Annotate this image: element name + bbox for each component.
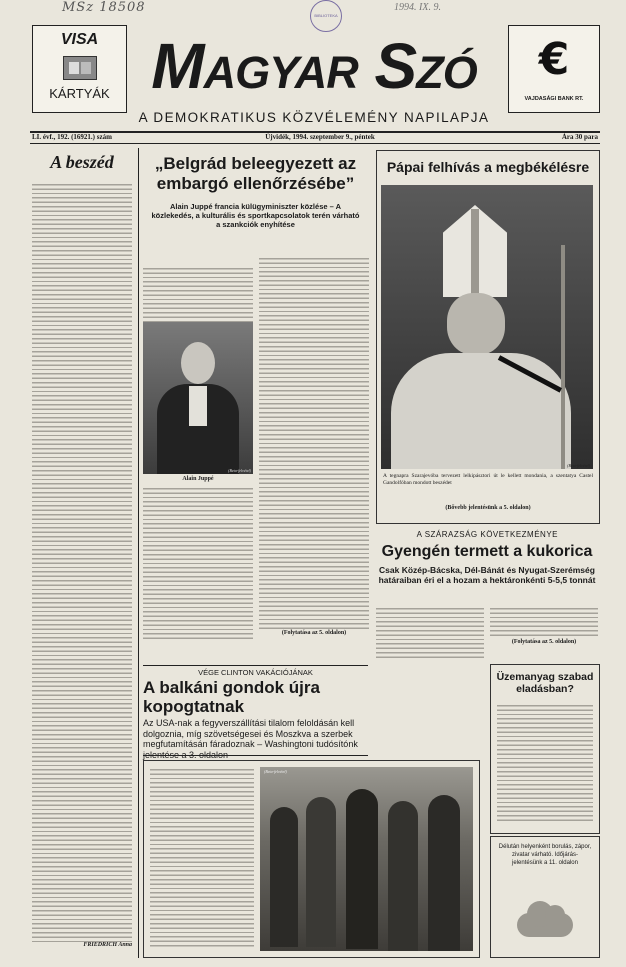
pope-caption: A tegnapra Szarajevóba tervezett lelkipásztori út le kellett mondania, a szentatya Castel Gandolfóban mondott beszédet — [383, 473, 593, 486]
editorial-title: A beszéd — [50, 152, 114, 172]
plant-story — [490, 664, 600, 834]
pope-photo — [381, 185, 593, 469]
balkan-rule — [143, 665, 368, 666]
balkan-subtitle-ref: – Washingtoni tudósítónk — [257, 739, 358, 749]
corn-text-col2 — [490, 608, 598, 636]
lead-text-col2 — [259, 258, 369, 630]
balkan-headline: A balkáni gondok újra kopogtatnak — [143, 678, 320, 716]
bank-logo-icon: € — [538, 34, 570, 85]
lead-continued: (Folytatása az 5. oldalon) — [281, 630, 347, 636]
plant-text — [497, 705, 593, 823]
editorial-text — [32, 184, 132, 942]
visa-ad — [32, 25, 127, 113]
corn-continued: (Folytatása az 5. oldalon) — [511, 639, 577, 645]
pope-story — [376, 150, 600, 524]
bank-ad — [508, 25, 600, 113]
lead-headline: „Belgrád beleegyezett az embargó ellenőrzésébe” — [154, 154, 357, 193]
delegation-photo-credit: (Beta-felvétel) — [264, 769, 287, 774]
bank-name: VAJDASÁGI BANK RT. — [524, 96, 584, 102]
corn-story — [376, 530, 598, 660]
visa-brand: VISA — [60, 31, 99, 48]
card-icon — [63, 56, 97, 80]
washington-story — [143, 760, 480, 958]
corn-kicker: A SZÁRAZSÁG KÖVETKEZMÉNYE — [416, 530, 558, 539]
lead-story — [143, 150, 368, 660]
lead-text-col1-bottom — [143, 488, 253, 640]
plant-headline: Üzemanyag szabad eladásban? — [496, 671, 594, 695]
handwritten-date-note: 1994. IX. 9. — [394, 2, 441, 13]
pope-vestment — [391, 353, 571, 469]
visa-ad-text: KÁRTYÁK — [49, 86, 110, 101]
crosier — [561, 245, 565, 469]
cloud-icon — [507, 895, 583, 945]
juppe-photo-credit: (Beta-felvétel) — [228, 468, 251, 473]
pope-continued: (Bővebb jelentésünk a 5. oldalon) — [445, 505, 531, 511]
balkan-bottom-rule — [143, 755, 368, 756]
column-divider-1 — [138, 148, 139, 958]
weather-text: Délután helyenként borulás, zápor, zivatar várható. Időjárás-jelentésünk a 11. oldalon — [498, 844, 592, 866]
juppe-head — [181, 342, 215, 384]
editorial-column — [32, 148, 132, 956]
pope-headline: Pápai felhívás a megbékélésre — [386, 159, 590, 175]
pope-face — [447, 293, 505, 355]
balkan-subtitle — [143, 718, 368, 760]
pope-photo-credit: (Beta-felvétel) — [567, 463, 590, 468]
clinton-kicker: VÉGE CLINTON VAKÁCIÓJÁNAK — [198, 668, 313, 677]
handwritten-archive-number: MSz 18508 — [62, 0, 146, 15]
corn-text-col1 — [376, 608, 484, 660]
price: Ára 30 para — [561, 133, 598, 141]
dateline-rule-bottom — [30, 143, 600, 144]
mitre-band — [471, 209, 479, 297]
issue-number: LI. évf., 192. (16921.) szám — [32, 133, 112, 141]
juppe-caption: Alain Juppé — [182, 476, 214, 482]
juppe-shirt — [189, 386, 207, 426]
corn-headline: Gyengén termett a kukorica — [381, 543, 593, 560]
lead-subtitle: Alain Juppé francia külügyminiszter közlése – A közlekedés, a kulturális és sportkapcsolatok terén várható a szankciók enyhítése — [151, 202, 360, 229]
masthead-subtitle: A DEMOKRATIKUS KÖZVÉLEMÉNY NAPILAPJA — [138, 110, 490, 125]
library-stamp: BIBLIOTEKA — [310, 0, 342, 32]
editorial-signature: FRIEDRICH Anna — [83, 942, 132, 948]
corn-subtitle: Csak Közép-Bácska, Dél-Bánát és Nyugat-Szerémség határaiban éri el a hozam a hektáronkénti 5-5,5 tonnát — [378, 565, 596, 585]
balkan-subtitle-main: Az USA-nak a fegyverszállítási tilalom feloldásán kell dolgoznia, míg szövetségesei és Moszkva a szerbek megfutamításán fáradoznak — [143, 718, 355, 749]
juppe-photo-frame — [143, 322, 253, 474]
weather-box — [490, 836, 600, 958]
place-date: Újvidék, 1994. szeptember 9., péntek — [265, 133, 375, 141]
washington-text — [150, 769, 254, 949]
delegation-photo — [260, 767, 473, 951]
masthead-title: Magyar Szó — [151, 30, 477, 102]
